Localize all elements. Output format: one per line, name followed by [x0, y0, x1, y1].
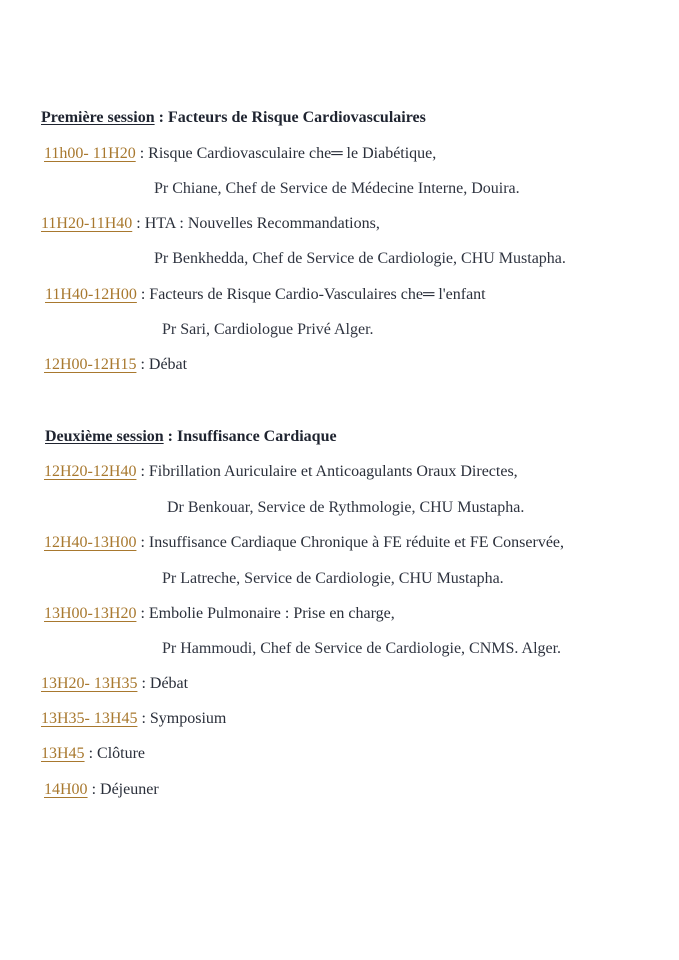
session-1-title: Facteurs de Risque Cardiovasculaires: [167, 109, 426, 126]
item-time: 14H00: [44, 781, 88, 798]
item-speaker: Pr Sari, Cardiologue Privé Alger.: [162, 321, 374, 338]
item-time: 13H45: [41, 745, 85, 762]
item-time: 11h00- 11H20: [44, 145, 136, 162]
item-time: 12H40-13H00: [44, 534, 137, 551]
item-sep: :: [135, 145, 149, 162]
item-time: 13H20- 13H35: [41, 675, 138, 692]
program-item: [44, 780, 159, 800]
item-time: 13H00-13H20: [44, 605, 137, 622]
item-time: 11H20-11H40: [41, 215, 133, 232]
item-time: 12H20-12H40: [44, 463, 137, 480]
item-sep: :: [84, 745, 98, 762]
program-item: [41, 214, 380, 234]
item-time: 12H00-12H15: [44, 356, 137, 373]
session-2-title: Insuffisance Cardiaque: [176, 428, 337, 445]
program-item: [45, 285, 486, 305]
program-item: [44, 533, 564, 553]
item-time: 11H40-12H00: [45, 286, 137, 303]
item-title: Fibrillation Auriculaire et Anticoagulants Oraux Directes,: [148, 463, 518, 480]
item-sep: :: [136, 605, 149, 622]
program-item: [44, 604, 395, 624]
program-item: [41, 744, 145, 764]
session-1-label: Première session: [41, 109, 155, 126]
item-title: Débat: [149, 675, 189, 692]
item-title: Clôture: [97, 745, 146, 762]
item-sep: :: [137, 675, 150, 692]
session-2-label: Deuxième session: [45, 428, 164, 445]
item-sep: :: [136, 286, 150, 303]
item-sep: :: [136, 356, 149, 373]
item-title: Déjeuner: [100, 781, 159, 798]
item-sep: :: [87, 781, 101, 798]
item-speaker: Dr Benkouar, Service de Rythmologie, CHU Mustapha.: [167, 499, 525, 516]
item-speaker: Pr Benkhedda, Chef de Service de Cardiologie, CHU Mustapha.: [154, 250, 566, 267]
item-title: HTA : Nouvelles Recommandations,: [144, 215, 380, 232]
item-title: Facteurs de Risque Cardio-Vasculaires che═ l'enfant: [149, 286, 486, 303]
program-item: [41, 674, 188, 694]
item-time: 13H35- 13H45: [41, 710, 138, 727]
item-title: Insuffisance Cardiaque Chronique à FE réduite et FE Conservée,: [148, 534, 565, 551]
item-sep: :: [137, 710, 150, 727]
program-item: [44, 144, 436, 164]
item-sep: :: [136, 534, 149, 551]
item-title: Risque Cardiovasculaire che═ le Diabétique,: [148, 145, 437, 162]
session-2-colon: :: [163, 428, 177, 445]
item-title: Symposium: [149, 710, 227, 727]
program-item: [44, 355, 187, 375]
program-item: [41, 709, 226, 729]
session-2-heading: [45, 427, 337, 447]
item-title: Débat: [148, 356, 188, 373]
item-speaker: Pr Latreche, Service de Cardiologie, CHU Mustapha.: [162, 570, 504, 587]
item-speaker: Pr Chiane, Chef de Service de Médecine Interne, Douira.: [154, 180, 520, 197]
item-title: Embolie Pulmonaire : Prise en charge,: [148, 605, 395, 622]
item-sep: :: [132, 215, 145, 232]
item-speaker: Pr Hammoudi, Chef de Service de Cardiologie, CNMS. Alger.: [162, 640, 562, 657]
program-item: [44, 462, 518, 482]
item-sep: :: [136, 463, 149, 480]
session-1-colon: :: [154, 109, 168, 126]
session-1-heading: [41, 108, 426, 128]
